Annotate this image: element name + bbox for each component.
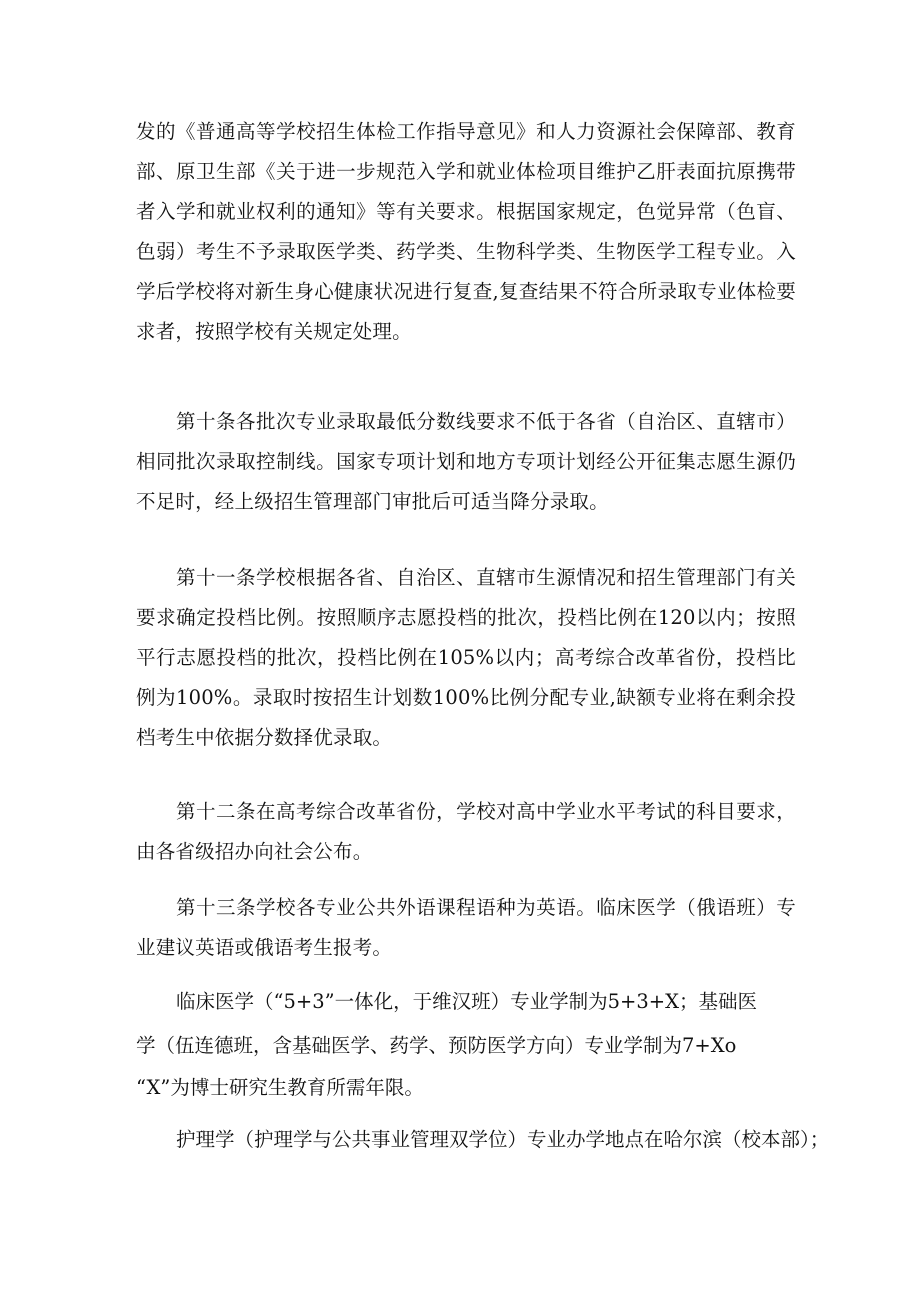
- paragraph-nursing-location: 护理学（护理学与公共事业管理双学位）专业办学地点在哈尔滨（校本部）；: [176, 1128, 830, 1151]
- paragraph-program-length-line-3: “X”为博士研究生教育所需年限。: [136, 1076, 424, 1099]
- paragraph-article-12: 第十二条在高考综合改革省份，学校对高中学业水平考试的科目要求，由各省级招办向社会公布。: [136, 800, 796, 863]
- paragraph-article-11: 第十一条学校根据各省、自治区、直辖市生源情况和招生管理部门有关要求确定投档比例。按照顺序志愿投档的批次，投档比例在120以内；按照平行志愿投档的批次，投档比例在105%以内；高考综合改革省份，投档比例为100%。录取时按招生计划数100%比例分配专业,缺额专业将在剩余投档考生中依据分数择优录取。: [136, 566, 796, 749]
- paragraph-article-13: 第十三条学校各专业公共外语课程语种为英语。临床医学（俄语班）专业建议英语或俄语考生报考。: [136, 896, 796, 959]
- paragraph-program-length-line-2: 学（伍连德班，含基础医学、药学、预防医学方向）专业学制为7+Xo: [136, 1034, 737, 1057]
- paragraph-health-exam: 发的《普通高等学校招生体检工作指导意见》和人力资源社会保障部、教育部、原卫生部《关于进一步规范入学和就业体检项目维护乙肝表面抗原携带者入学和就业权利的通知》等有关要求。根据国家规定，色觉异常（色盲、色弱）考生不予录取医学类、药学类、生物科学类、生物医学工程专业。入学后学校将对新生身心健康状况进行复查,复查结果不符合所录取专业体检要求者，按照学校有关规定处理。: [136, 120, 796, 343]
- paragraph-program-length-line-1: 临床医学（“5+3”一体化，于维汉班）专业学制为5+3+X；基础医: [176, 990, 757, 1013]
- paragraph-article-10: 第十条各批次专业录取最低分数线要求不低于各省（自治区、直辖市）相同批次录取控制线。国家专项计划和地方专项计划经公开征集志愿生源仍不足时，经上级招生管理部门审批后可适当降分录取。: [136, 410, 796, 513]
